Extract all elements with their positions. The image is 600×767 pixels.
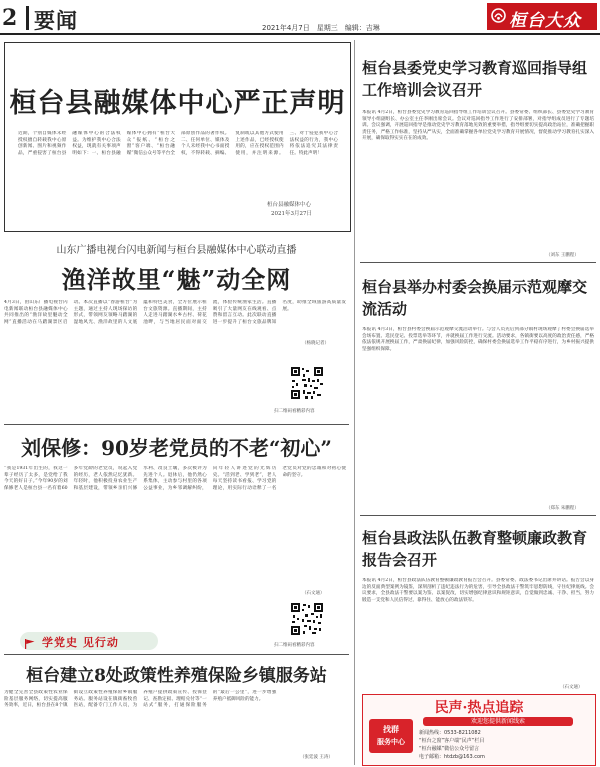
hotline-line-2: “桓台之窗”客户端“民声”栏目 (419, 738, 485, 744)
broadcast-body: 4月3日，由山东广播电视台闪电新闻联动桓台县融媒体中心共同推出的“渔洋故里魅动全网”直播活动在马踏湖景区启动。本次直播以“春游桓台”为主题，通过主持人现场探访的形式，带领网友领略马踏湖的湿地风光、渔洋故里的人文底蕴和特色美食，全方位展示桓台文旅资源。直播期间，主持人走进马踏湖水乡古村、荷花池畔，与当地居民面对面交流，体验传统渔家生活。直播吸引了大量网友在线观看、点赞和留言互动。此次联动直播进一步提升了桓台文旅品牌知名度，助推全域旅游高质量发展。 (4, 300, 346, 325)
profile-title: 刘保修：90岁老党员的不老“初心” (21, 436, 332, 460)
hotline-line-1: 新闻热线：0533-8211082 (419, 730, 481, 736)
insurance-author: （张廷波 王涛） (300, 755, 333, 760)
broadcast-qr-code[interactable] (290, 366, 324, 400)
broadcast-qr-caption: 扫二维码看精彩内容 (274, 409, 315, 414)
hotline-box (362, 694, 596, 766)
statement-signature: 桓台县融媒体中心 (267, 202, 312, 208)
hotline-badge-line1: 找群 (383, 725, 399, 734)
statement-title: 桓台县融媒体中心严正声明 (9, 88, 346, 119)
profile-top-rule (4, 424, 349, 425)
broadcast-author: （杨晓记者） (302, 341, 329, 346)
insurance-top-rule (4, 654, 349, 655)
hotline-title: 民声·热点追踪 (434, 700, 524, 716)
story1-body: 本报讯 4月2日，桓台县委党史学习教育巡回指导组工作培训会议召开。县委常委、组织部长、县委党史学习教育领导小组副组长、办公室主任李刚出席会议。会议对巡回指导工作进行了安排部署，对指导组成员进行了专题培训。会议强调，开展巡回指导是推动党史学习教育落地见效的重要举措，指导组要切实提高政治站位，准确把握职责任务，严格工作标准，坚持从严从实，全面准确掌握各单位党史学习教育开展情况，督促推动学习教育扎实深入开展，确保取得实实在在的成效。 (362, 110, 594, 142)
header-rule (0, 33, 600, 35)
story1-title: 桓台县委党史学习教育巡回指导组工作培训会议召开 (362, 59, 588, 99)
profile-qr-code[interactable] (290, 602, 324, 636)
masthead-title: 桓台大众 (509, 11, 581, 31)
study-banner-label: 学党史 见行动 (42, 636, 119, 649)
story2-top-rule (360, 262, 596, 263)
insurance-body: 为健全完善全县政策性农业保险基层服务网络，切实提高服务效率，近日，桓台县在8个镇街设立政策性养殖保险乡镇服务站。服务站设在镇街畜牧兽医站，配备专门工作人员，为养殖户提供政策宣传、投保登记、查勘定损、理赔兑付等“一站式”服务，打通保险服务的“最后一公里”，进一步增强养殖户抵御风险的能力。 (4, 690, 277, 709)
page-header (0, 0, 600, 34)
study-banner (20, 632, 158, 650)
profile-author: （石文通） (302, 591, 325, 596)
hotline-line-3: “桓台融媒”微信公众号留言 (419, 746, 480, 752)
hotline-badge-line2: 服务中心 (377, 738, 405, 746)
story2-author: （郑东 朱鹏程） (546, 506, 579, 511)
logo-mark-icon (491, 8, 506, 23)
broadcast-subtitle: 山东广播电视台闪电新闻与桓台县融媒体中心联动直播 (56, 245, 297, 256)
insurance-title: 桓台建立8处政策性养殖保险乡镇服务站 (26, 666, 327, 686)
page-number: 2 (2, 5, 18, 31)
story3-title: 桓台县政法队伍教育整顿廉政教育报告会召开 (362, 529, 588, 569)
story1-author: （刘东 王鹏程） (546, 253, 579, 258)
flag-icon (24, 635, 36, 647)
header-divider-bar (26, 6, 29, 30)
statement-box (4, 42, 351, 232)
hotline-subtitle: 欢迎您提供新闻线索 (423, 717, 573, 726)
column-divider (354, 40, 355, 765)
section-name: 要闻 (34, 8, 78, 33)
date-line: 2021年4月7日 星期三 编辑：吉琳 (262, 24, 380, 32)
broadcast-title: 渔洋故里“魅”动全网 (61, 265, 292, 294)
profile-qr-caption: 扫二维码看精彩内容 (274, 643, 315, 648)
story2-title: 桓台县举办村委会换届示范观摩交流活动 (362, 278, 588, 318)
statement-date: 2021年3月27日 (271, 211, 312, 217)
story2-body: 本报讯 4月3日，桓台县村委会换届示范观摩交流活动举行。与会人员先后到部分镇村现场观摩了村委会换届选举会场布置、选民登记、投票选举等环节，并就换届工作进行交流。活动要求，各镇街要以高度的政治责任感，严格依法依规开展换届工作，严肃换届纪律，加强风险防控，确保村委会换届选举工作平稳有序进行，为乡村振兴提供坚强组织保障。 (362, 327, 594, 352)
hotline-line-4: 电子邮箱：htdzb@163.com (419, 754, 485, 760)
story3-top-rule (360, 515, 596, 516)
masthead-logo (487, 3, 597, 30)
story3-author: （石文通） (560, 685, 583, 690)
story3-body: 本报讯 4月2日，桓台县政法队伍教育整顿廉政教育报告会召开。县委常委、政法委书记出席并讲话。报告会以身边的反面典型案例为镜鉴，深刻剖析了违纪违法行为的危害，引导全县政法干警筑牢思想防线，守住纪律底线。会议要求，全县政法干警要以案为鉴、以案促改，切实增强纪律意识和规矩意识，自觉做到忠诚、干净、担当，努力锻造一支党和人民信得过、靠得住、能放心的政法铁军。 (362, 578, 594, 603)
statement-body: 近期，个别自媒体未经授权擅自转载我中心原创新闻、图片和视频作品，严重侵害了桓台县融媒体中心的合法权益。为维护我中心合法权益，现就有关事项声明如下：一、桓台县融媒体中心拥有“桓台大众”报纸、“桓台之窗”客户端、“桓台融媒”微信公众号等平台全部原创作品的著作权。二、任何单位、媒体及个人未经我中心书面授权，不得转载、摘编、复制或以其他方式使用上述作品，已经授权使用的，应在授权范围内使用，并注明来源。三、对于侵犯我中心合法权益的行为，我中心将依法追究其法律责任。特此声明！ (18, 131, 338, 156)
hotline-badge (369, 719, 413, 753)
profile-body: “我是1931年出生的，我这一辈子经历了太多，是党给了我今天的好日子。”今年90岁的刘保修老人是桓台县一名有着60多年党龄的老党员，说起入党的经历，老人依然记忆犹新。年轻时，他积极投身农业生产和基层建设，带领乡亲们兴修水利、改良土壤，多次被评为先进个人。退休后，他仍然心系集体，主动参与村里的各项公益事业，为乡邻调解纠纷，向年轻人讲述党的光辉历史。“活到老、学到老”，老人每天坚持读书看报、学习党的理论，用实际行动诠释了一名老党员对党的忠诚和对初心使命的坚守。 (4, 466, 346, 491)
